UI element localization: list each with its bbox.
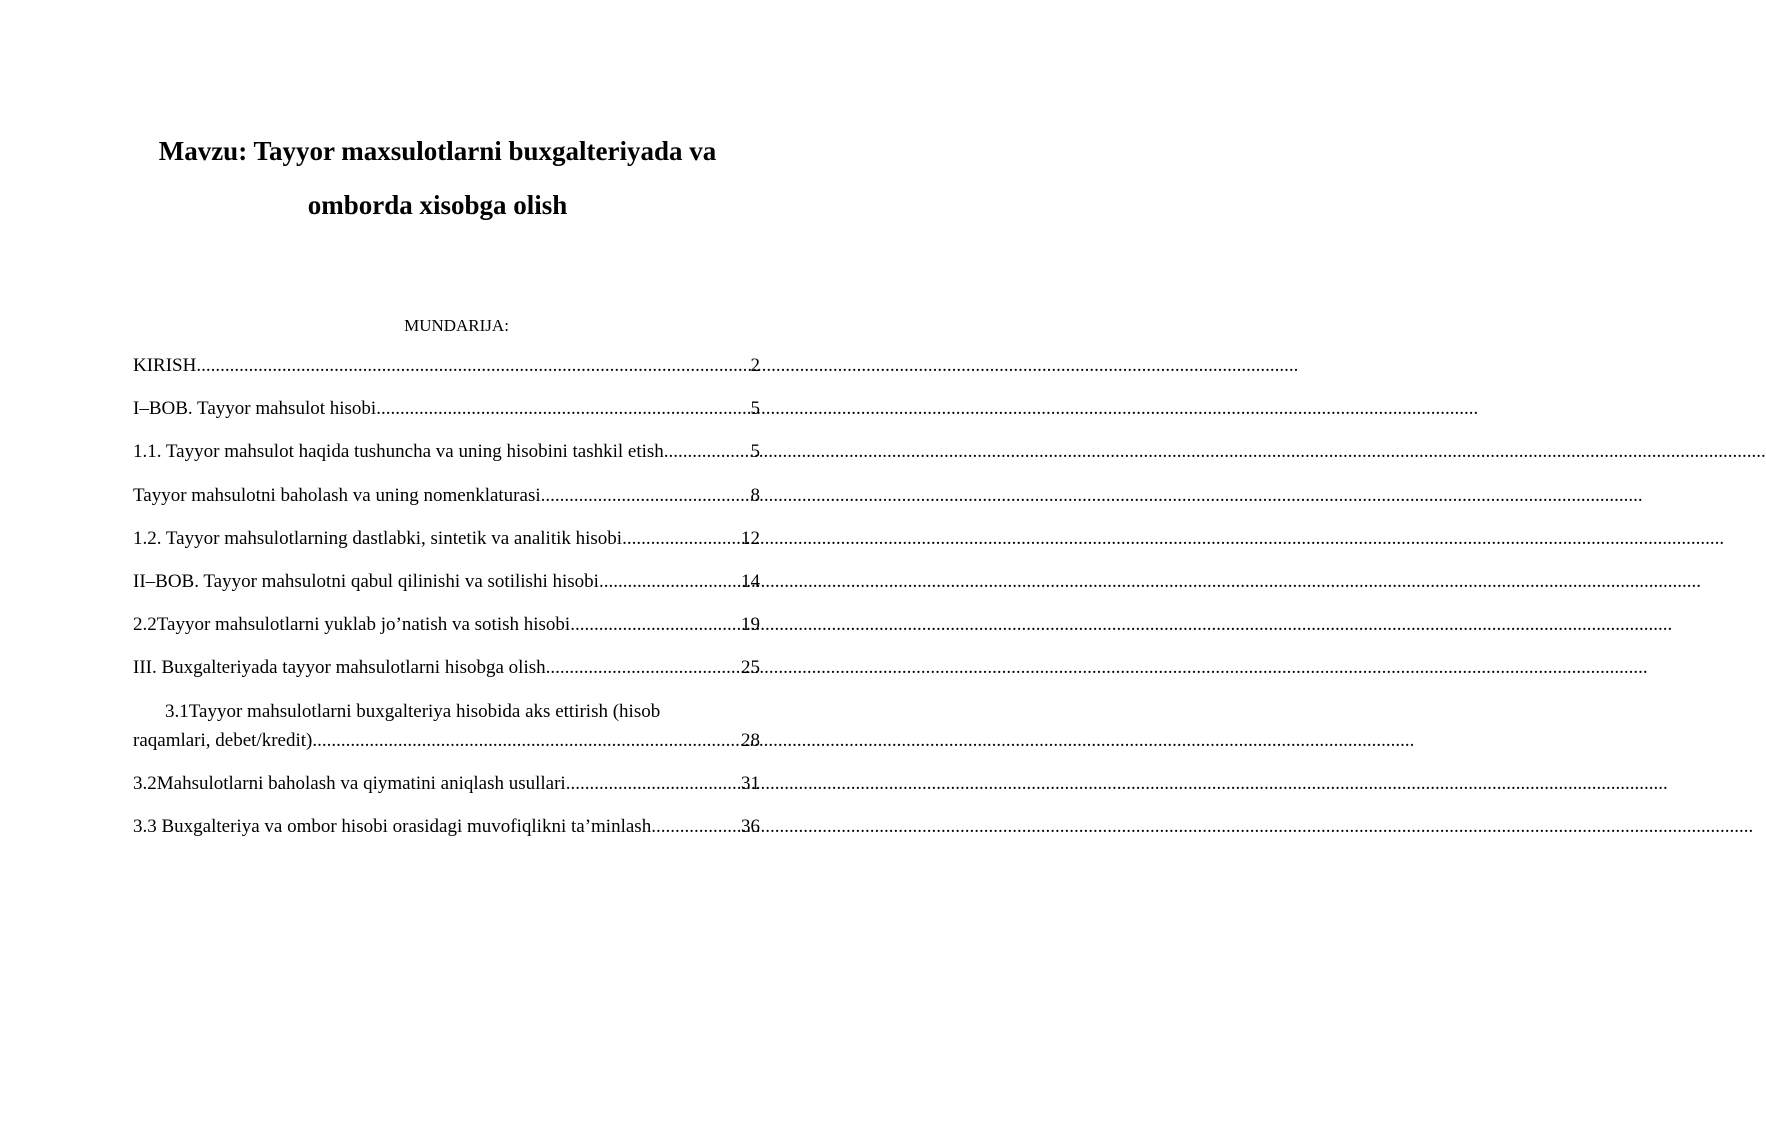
toc-dot-leader — [196, 351, 750, 380]
document-title — [100, 124, 775, 232]
toc-entry-1-2[interactable] — [133, 524, 760, 553]
toc-entry-bob-2[interactable] — [133, 567, 760, 596]
toc-entry-label: raqamlari, debet/kredit) — [133, 729, 313, 751]
toc-entry-label: 2.2Tayyor mahsulotlarni yuklab jo’natish va sotish hisobi — [133, 614, 571, 636]
toc-entry-label: 3.2Mahsulotlarni baholash va qiymatini aniqlash usullari — [133, 772, 566, 794]
toc-dot-leader — [541, 481, 751, 510]
toc-entry-label: KIRISH — [133, 355, 197, 376]
toc-dot-leader — [566, 769, 741, 798]
toc-entry-2-2[interactable] — [133, 610, 760, 639]
toc-entry-label: III. Buxgalteriyada tayyor mahsulotlarni hisobga olish — [133, 657, 546, 679]
toc-entry-page: 5 — [750, 441, 760, 463]
toc-entry-label: 1.1. Tayyor mahsulot haqida tushuncha va uning hisobini tashkil etish — [133, 441, 664, 463]
toc-entry-page: 12 — [741, 527, 760, 549]
toc-entry-page: 31 — [741, 772, 760, 794]
toc-dot-leader — [570, 610, 741, 639]
toc-heading: MUNDARIJA: — [404, 316, 509, 335]
toc-entry-bob-3[interactable] — [133, 653, 760, 682]
table-of-contents — [133, 351, 760, 855]
toc-entry-page: 25 — [741, 657, 760, 679]
toc-entry-label: I–BOB. Tayyor mahsulot hisobi — [133, 398, 377, 420]
toc-entry-label-line-1: 3.1Tayyor mahsulotlarni buxgalteriya hisobida aks ettirish (hisob — [165, 700, 661, 722]
toc-entry-1-1[interactable] — [133, 437, 760, 466]
document-page — [0, 0, 800, 1131]
toc-entry-page: 8 — [750, 484, 760, 506]
toc-entry-3-1[interactable] — [133, 726, 760, 755]
toc-dot-leader — [622, 524, 741, 553]
toc-dot-leader — [599, 567, 741, 596]
toc-entry-page: 19 — [741, 614, 760, 636]
toc-entry-label: Tayyor mahsulotni baholash va uning nomenklaturasi — [133, 484, 541, 506]
toc-entry-page: 14 — [741, 570, 760, 592]
toc-entry-bob-1[interactable] — [133, 394, 760, 423]
toc-entry-label: II–BOB. Tayyor mahsulotni qabul qilinishi va sotilishi hisobi — [133, 570, 599, 592]
toc-entry-page: 5 — [750, 398, 760, 420]
toc-dot-leader — [376, 394, 750, 423]
toc-entry-3-1-line-1[interactable] — [133, 697, 760, 726]
toc-entry-baholash[interactable] — [133, 481, 760, 510]
toc-dot-leader — [546, 653, 741, 682]
toc-entry-kirish[interactable] — [133, 351, 760, 380]
toc-entry-page: 28 — [741, 729, 760, 751]
toc-entry-label: 3.3 Buxgalteriya va ombor hisobi orasidagi muvofiqlikni ta’minlash — [133, 815, 652, 837]
toc-entry-page: 2 — [750, 355, 760, 376]
toc-dot-leader — [664, 437, 751, 466]
toc-entry-3-2[interactable] — [133, 769, 760, 798]
toc-dot-leader — [651, 812, 741, 841]
toc-entry-label: 1.2. Tayyor mahsulotlarning dastlabki, sintetik va analitik hisobi — [133, 527, 623, 549]
toc-entry-3-3[interactable] — [133, 812, 760, 841]
toc-entry-page: 36 — [741, 815, 760, 837]
title-line-1: Mavzu: Tayyor maxsulotlarni buxgalteriyada va — [158, 136, 717, 166]
title-line-2: omborda xisobga olish — [307, 190, 568, 220]
toc-dot-leader — [312, 726, 741, 755]
